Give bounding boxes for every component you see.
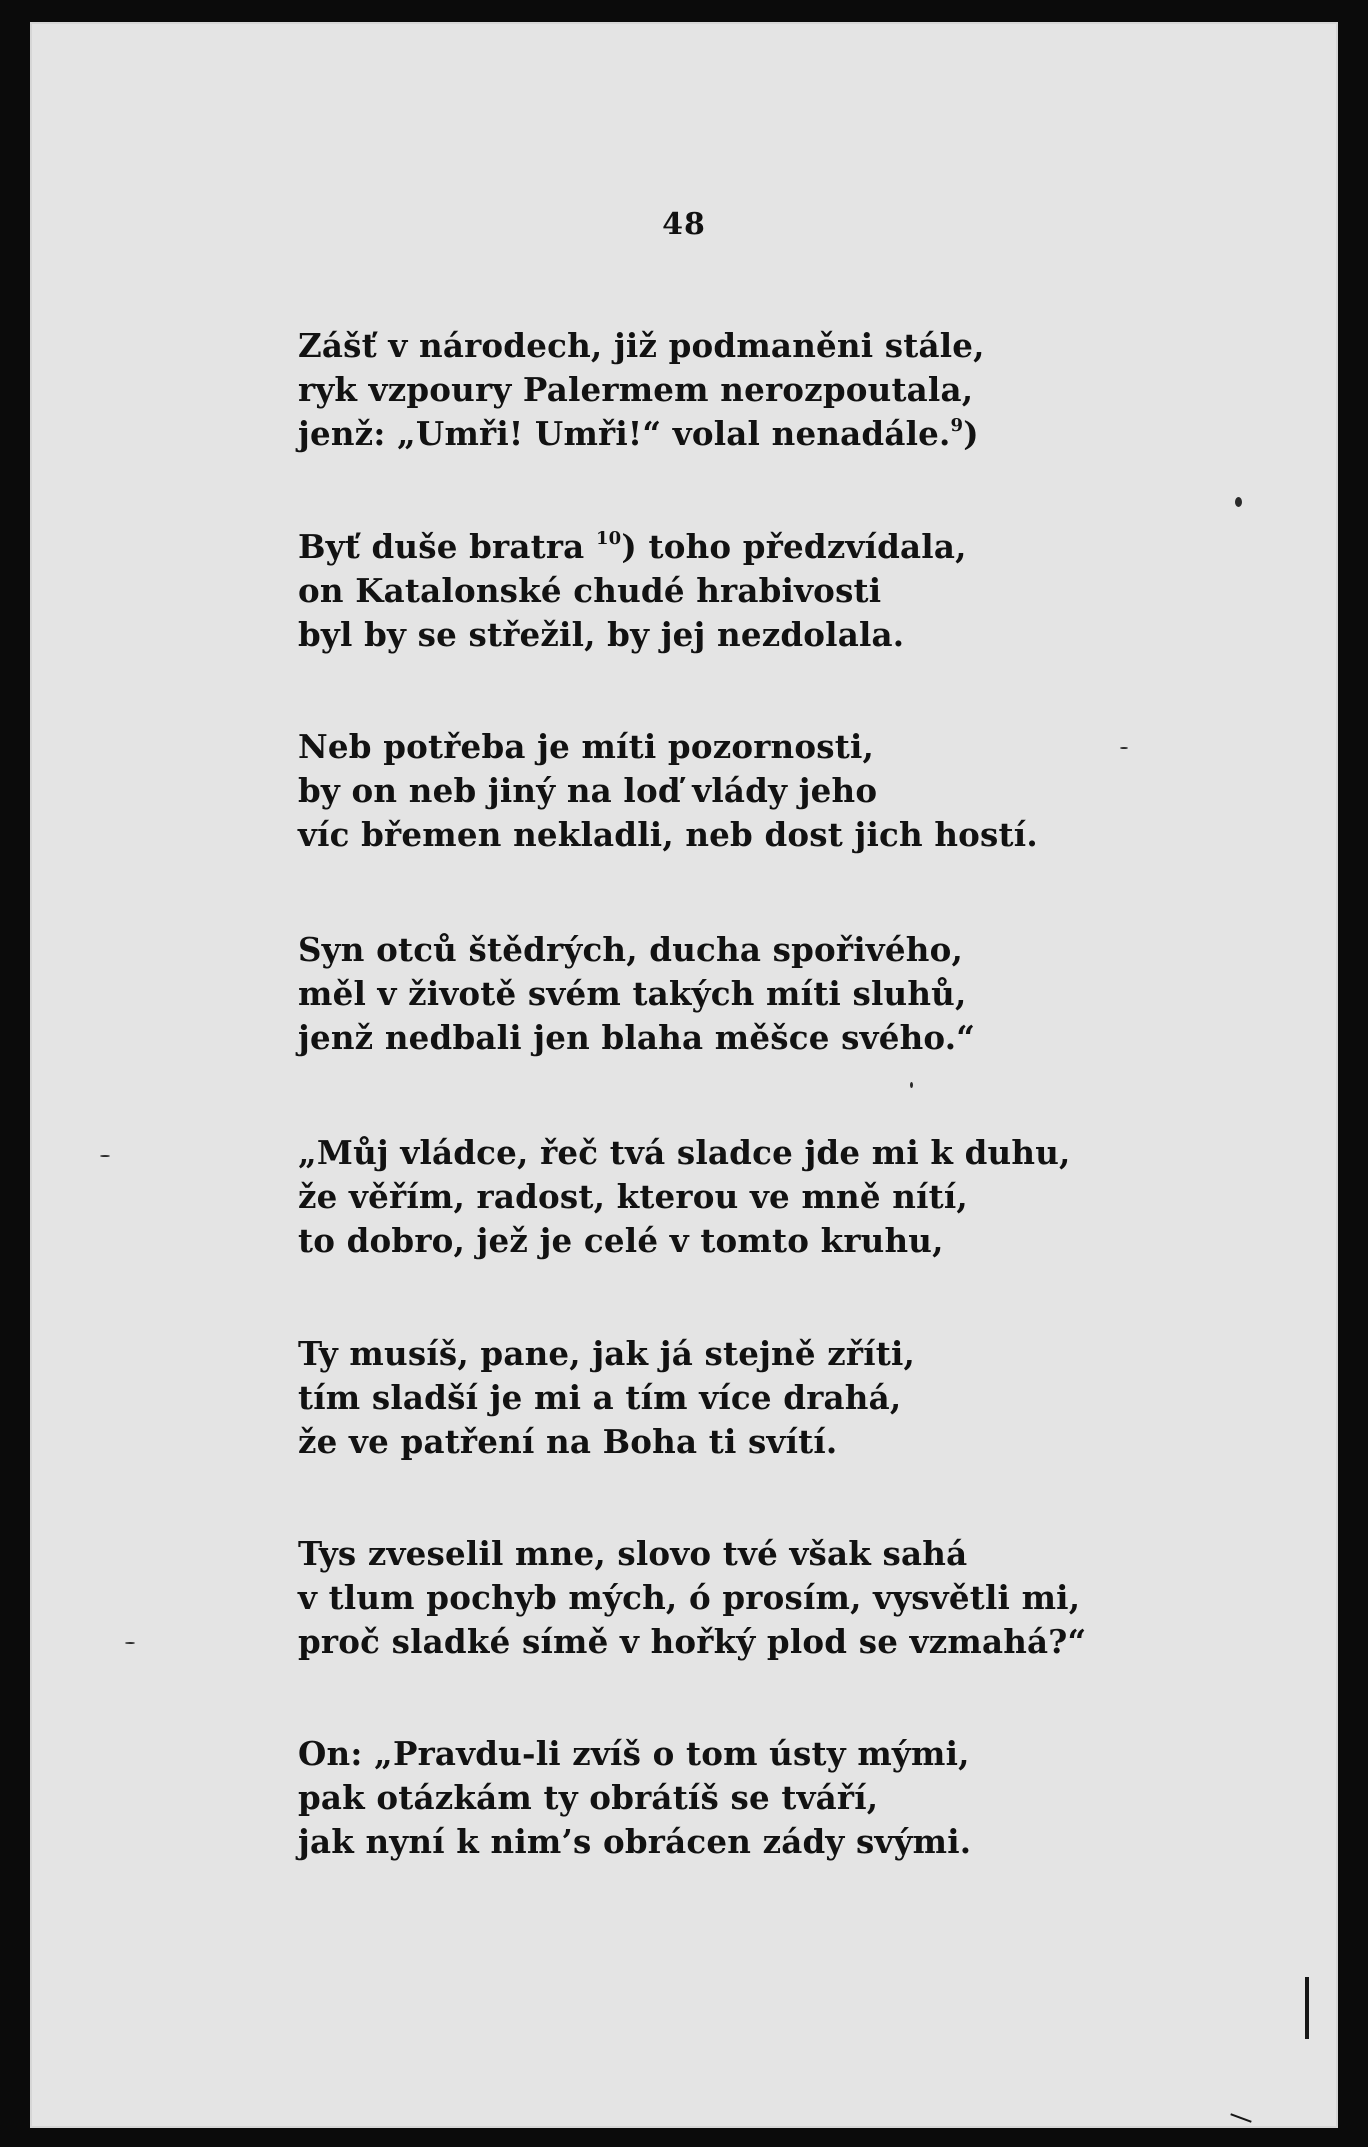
verse-line: ryk vzpoury Palermem nerozpoutala, (298, 370, 974, 409)
verse-line: byl by se střežil, by jej nezdolala. (298, 615, 905, 654)
stanza-5 (298, 1131, 1071, 1263)
scan-speck (1120, 747, 1128, 749)
stanza-2 (298, 525, 967, 657)
verse-line: tím sladší je mi a tím více drahá, (298, 1378, 902, 1417)
verse-line: to dobro, jež je celé v tomto kruhu, (298, 1221, 944, 1260)
scan-speck (1235, 497, 1242, 507)
verse-line: pak otázkám ty obrátíš se tváří, (298, 1778, 879, 1817)
verse-line: víc břemen nekladli, neb dost jich hostí. (298, 815, 1038, 854)
stanza-3 (298, 725, 1038, 857)
scan-speck (910, 1082, 913, 1088)
footnote-marker: 9 (950, 415, 964, 436)
verse-line: by on neb jiný na loď vlády jeho (298, 771, 878, 810)
scan-edge-mark (1305, 1977, 1309, 2039)
book-page (30, 22, 1338, 2128)
verse-line: On: „Pravdu-li zvíš o tom ústy mými, (298, 1734, 970, 1773)
verse-line: jenž: „Umři! Umři!“ volal nenadále.$^9$) (298, 414, 979, 453)
verse-line: Syn otců štědrých, ducha spořivého, (298, 930, 963, 969)
verse-line: v tlum pochyb mých, ó prosím, vysvětli mi, (298, 1578, 1081, 1617)
verse-line: „Můj vládce, řeč tvá sladce jde mi k duhu, (298, 1133, 1071, 1172)
scan-speck (100, 1155, 110, 1157)
stanza-4 (298, 928, 975, 1060)
stanza-7 (298, 1532, 1086, 1664)
verse-line: jak nyní k nim’s obrácen zády svými. (298, 1822, 972, 1861)
verse-line: proč sladké símě v hořký plod se vzmahá?“ (298, 1622, 1087, 1661)
footnote-marker: 10 (595, 528, 622, 549)
verse-line: Neb potřeba je míti pozornosti, (298, 727, 875, 766)
scan-speck (125, 1642, 135, 1644)
verse-line: že ve patření na Boha ti svítí. (298, 1422, 838, 1461)
stanza-6 (298, 1332, 915, 1464)
verse-line: Tys zveselil mne, slovo tvé však sahá (298, 1534, 968, 1573)
verse-line: že věřím, radost, kterou ve mně nítí, (298, 1177, 968, 1216)
stanza-1 (298, 324, 985, 456)
verse-line: Ty musíš, pane, jak já stejně zříti, (298, 1334, 916, 1373)
scan-edge-mark (1230, 2113, 1251, 2122)
verse-line: Zášť v národech, již podmaněni stále, (298, 326, 985, 365)
page-number: 48 (662, 207, 706, 242)
stanza-8 (298, 1732, 971, 1864)
verse-line: měl v životě svém takých míti sluhů, (298, 974, 967, 1013)
verse-line: on Katalonské chudé hrabivosti (298, 571, 882, 610)
verse-line: jenž nedbali jen blaha měšce svého.“ (298, 1018, 976, 1057)
verse-line: Byť duše bratra $^{10}$) toho předzvídala, (298, 527, 967, 566)
